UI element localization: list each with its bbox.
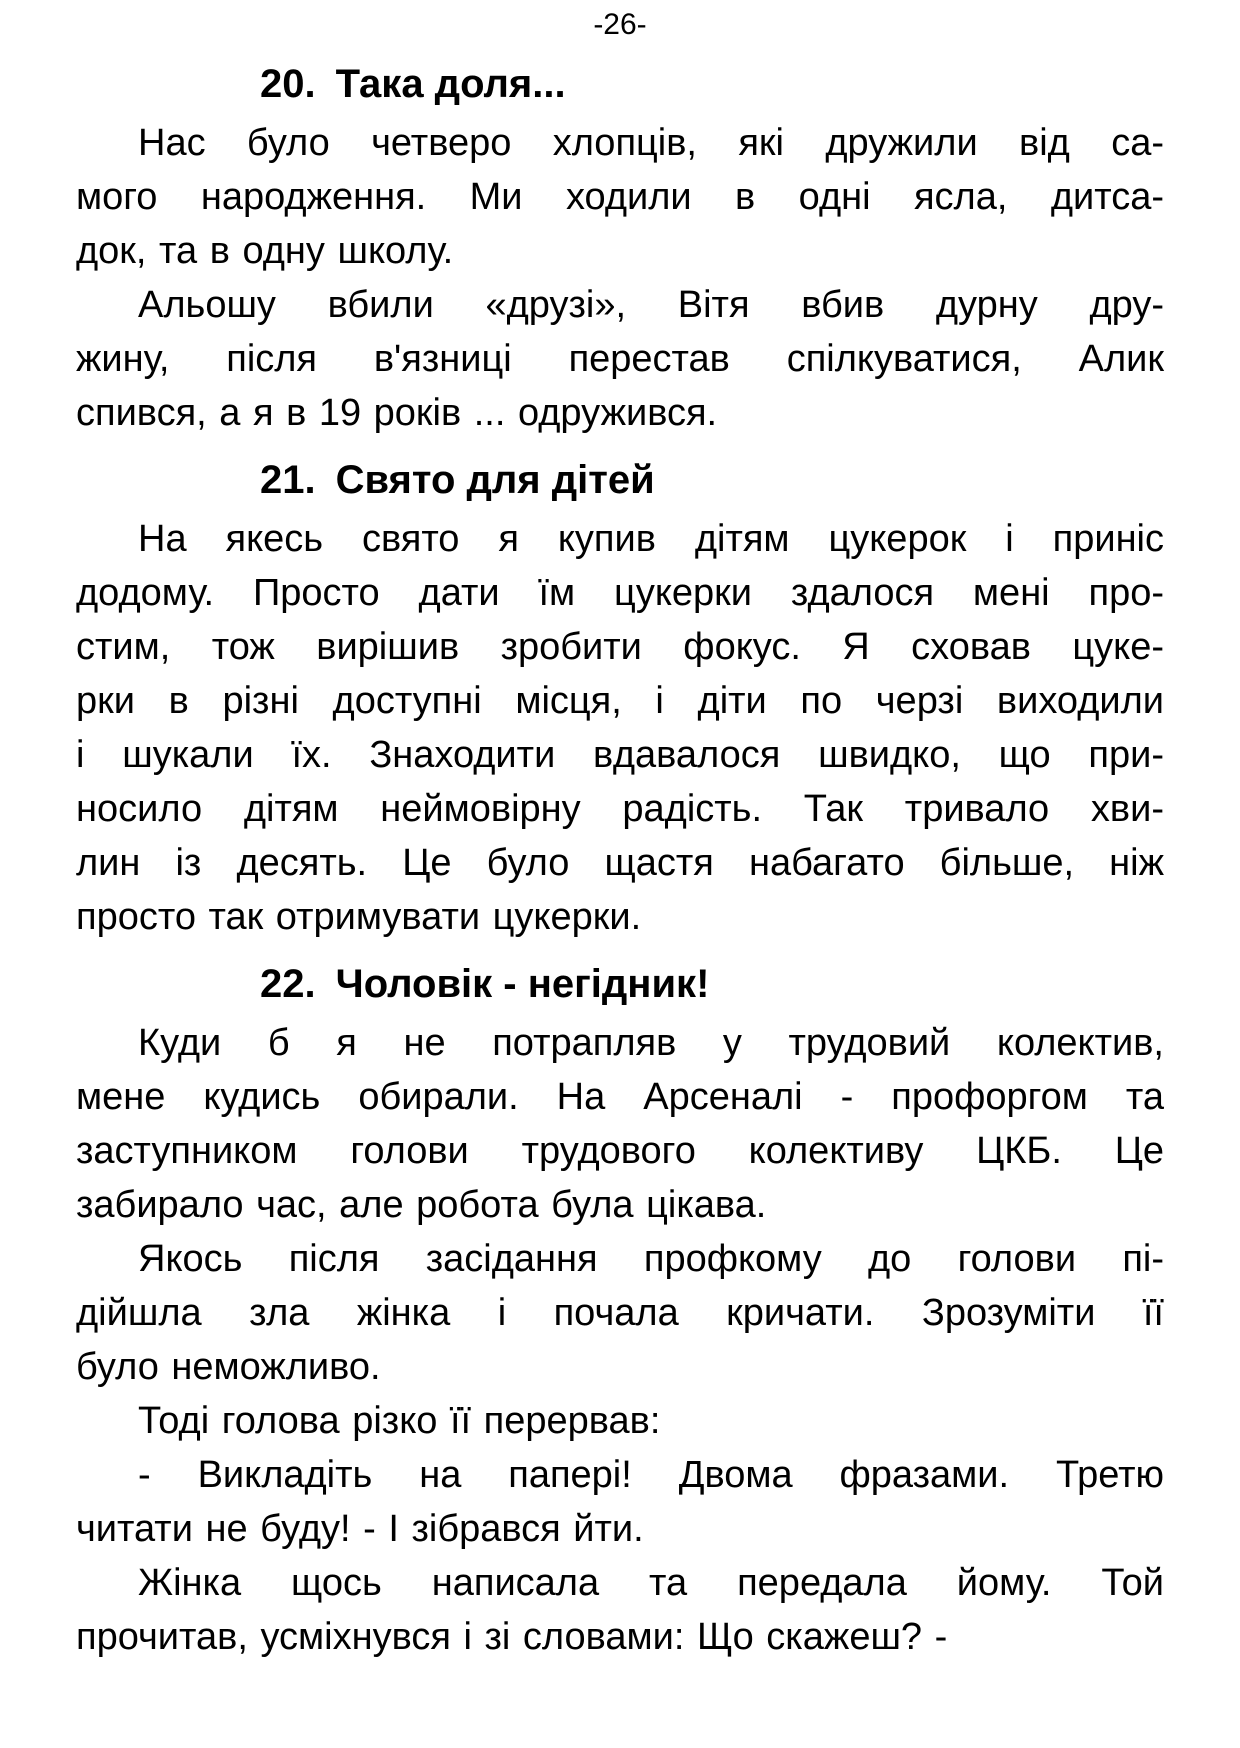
text-line: носило дітям неймовірну радість. Так тривало хви- <box>76 788 1164 830</box>
text-line: На якесь свято я купив дітям цукерок і приніс <box>138 518 1164 560</box>
section-number: 20. <box>260 62 316 106</box>
text-line: було неможливо. <box>76 1346 381 1388</box>
section-title: Чоловік - негідник! <box>335 962 710 1006</box>
text-line: просто так отримувати цукерки. <box>76 896 642 938</box>
section-number: 21. <box>260 458 316 502</box>
paragraph <box>76 1448 1164 1556</box>
section-heading <box>260 958 1164 1010</box>
text-line: прочитав, усміхнувся і зі словами: Що скажеш? - <box>76 1616 948 1658</box>
section-number: 22. <box>260 962 316 1006</box>
text-line: док, та в одну школу. <box>76 230 454 272</box>
text-line: додому. Просто дати їм цукерки здалося мені про- <box>76 572 1164 614</box>
section-heading <box>260 454 1164 506</box>
paragraph <box>76 1556 1164 1664</box>
section-title: Свято для дітей <box>335 458 655 502</box>
text-line: Тоді голова різко її перервав: <box>138 1400 661 1442</box>
text-line: мого народження. Ми ходили в одні ясла, дитса- <box>76 176 1164 218</box>
text-line: лин із десять. Це було щастя набагато більше, ніж <box>76 842 1164 884</box>
text-line: читати не буду! - І зібрався йти. <box>76 1508 644 1550</box>
paragraph <box>76 116 1164 278</box>
paragraph <box>76 1394 1164 1448</box>
text-line: дійшла зла жінка і почала кричати. Зрозуміти її <box>76 1292 1164 1334</box>
text-line: рки в різні доступні місця, і діти по черзі виходили <box>76 680 1164 722</box>
text-line: мене кудись обирали. На Арсеналі - профоргом та <box>76 1076 1164 1118</box>
paragraph <box>76 1232 1164 1394</box>
text-line: Якось після засідання профкому до голови пі- <box>138 1238 1164 1280</box>
text-line: Альошу вбили «друзі», Вітя вбив дурну дру- <box>138 284 1164 326</box>
text-line: жину, після в'язниці перестав спілкуватися, Алик <box>76 338 1164 380</box>
text-line: спився, а я в 19 років ... одружився. <box>76 392 718 434</box>
text-line: Жінка щось написала та передала йому. Той <box>138 1562 1164 1604</box>
text-line: і шукали їх. Знаходити вдавалося швидко, що при- <box>76 734 1164 776</box>
text-line: заступником голови трудового колективу ЦКБ. Це <box>76 1130 1164 1172</box>
text-line: - Викладіть на папері! Двома фразами. Третю <box>138 1454 1164 1496</box>
paragraph <box>76 278 1164 440</box>
text-line: Куди б я не потрапляв у трудовий колектив, <box>138 1022 1164 1064</box>
page-number: -26- <box>593 8 647 41</box>
paragraph <box>76 1016 1164 1232</box>
section-heading <box>260 58 1164 110</box>
paragraph <box>76 512 1164 944</box>
section-title: Така доля... <box>335 62 566 106</box>
text-line: стим, тож вирішив зробити фокус. Я сховав цуке- <box>76 626 1164 668</box>
text-line: забирало час, але робота була цікава. <box>76 1184 767 1226</box>
text-line: Нас було четверо хлопців, які дружили від са- <box>138 122 1164 164</box>
